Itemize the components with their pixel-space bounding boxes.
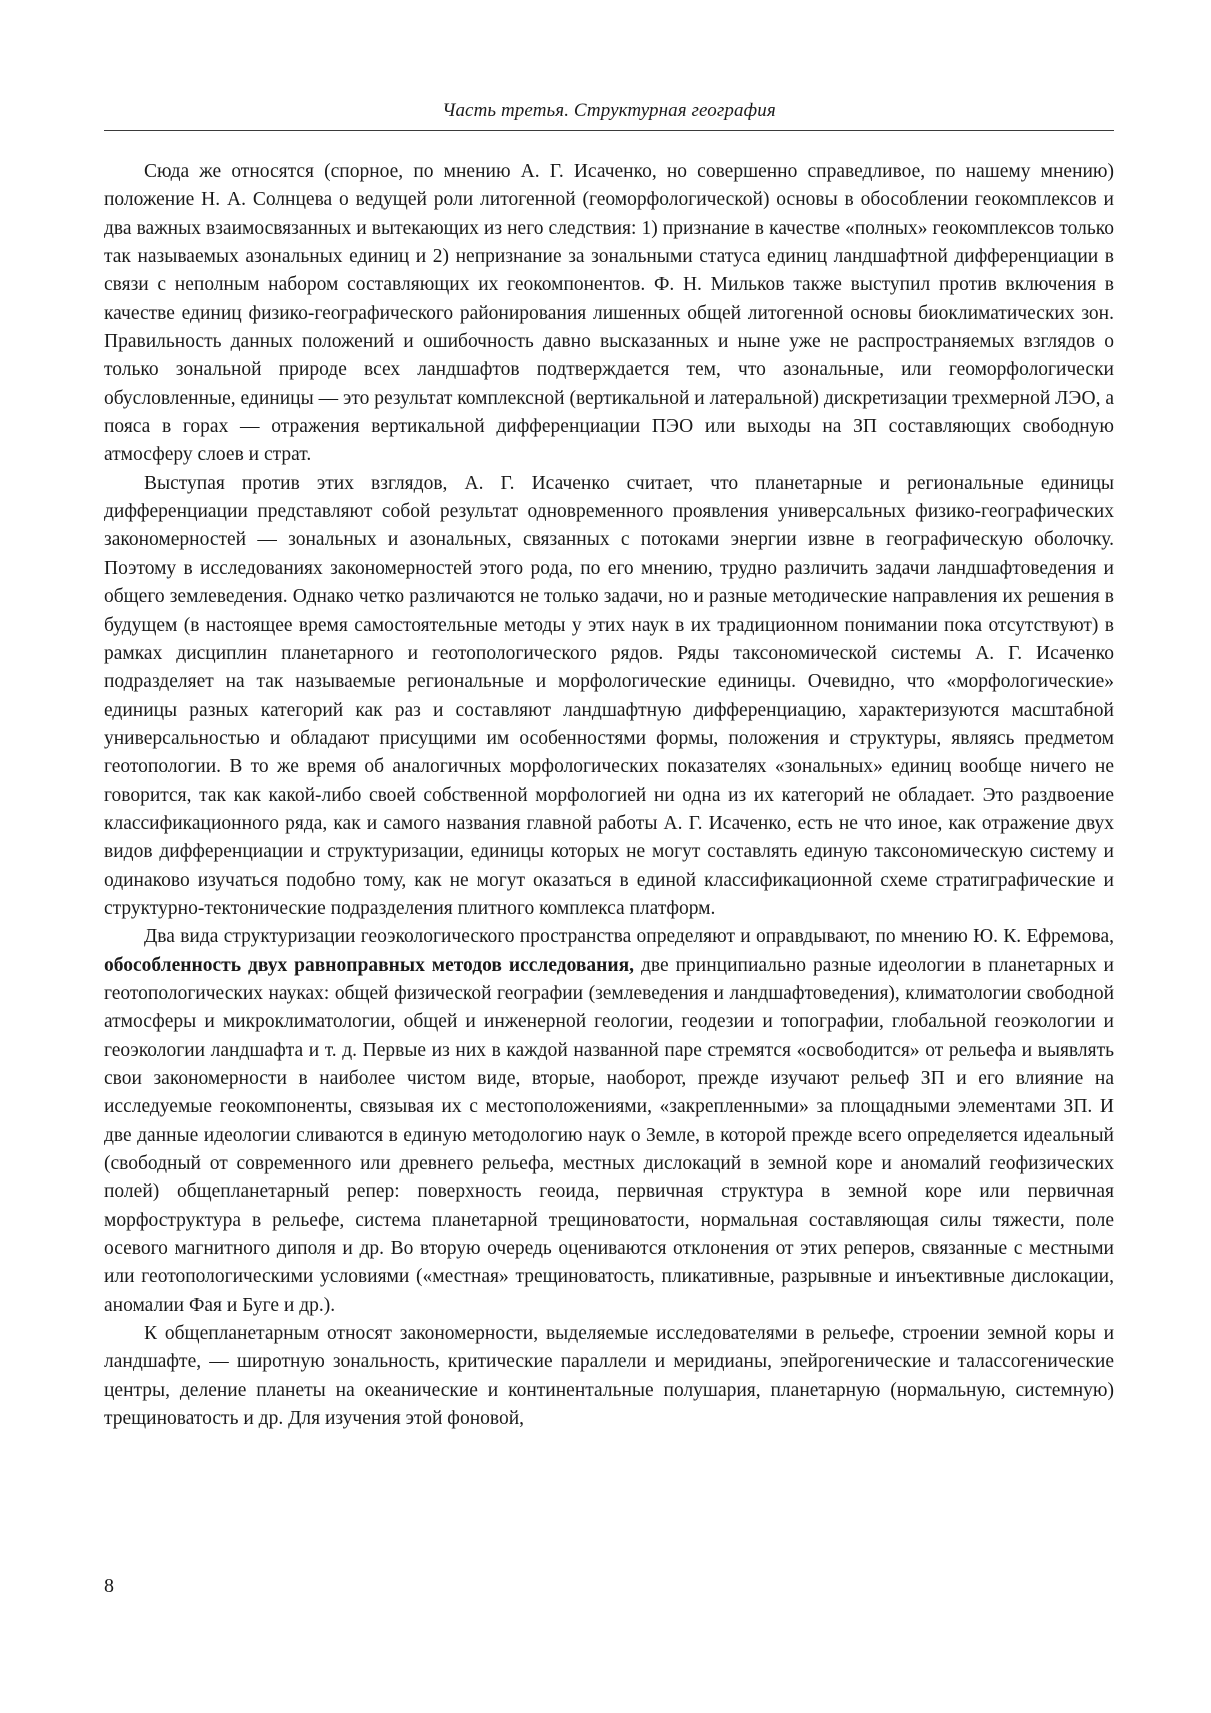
page-number: 8 xyxy=(104,1575,114,1597)
paragraph-3 xyxy=(104,923,1114,1320)
body-text xyxy=(104,158,1114,1433)
paragraph-3-end: две принципиально разные идеологии в планетарных и геотопологических науках: общей физической географии (землеведения и ландшафтоведения), климатологии свободной атмосферы и микроклиматологии, общей и инженерной геологии, геодезии и топографии, глобальной геоэкологии и геоэкологии ландшафта и т. д. Первые из них в каждой названной паре стремятся «освободится» от рельефа и выявлять свои закономерности в наиболее чистом виде, вторые, наоборот, прежде изучают рельеф ЗП и его влияние на исследуемые геокомпоненты, связывая их с местоположениями, «закрепленными» за площадными элементами ЗП. И две данные идеологии сливаются в единую методологию наук о Земле, в которой прежде всего определяется идеальный (свободный от современного или древнего рельефа, местных дислокаций в земной коре и аномалий геофизических полей) общепланетарный репер: поверхность геоида, первичная структура в земной коре или первичная морфоструктура в рельефе, система планетарной трещиноватости, нормальная составляющая силы тяжести, поле осевого магнитного диполя и др. Во вторую очередь оцениваются отклонения от этих реперов, связанные с местными или геотопологическими условиями («местная» трещиноватость, пликативные, разрывные и инъективные дислокации, аномалии Фая и Буге и др.). xyxy=(104,954,1114,1316)
paragraph-4: К общепланетарным относят закономерности, выделяемые исследователями в рельефе, строении земной коры и ландшафте, — широтную зональность, критические параллели и меридианы, эпейрогенические и талассогенические центры, деление планеты на океанические и континентальные полушария, планетарную (нормальную, системную) трещиноватость и др. Для изучения этой фоновой, xyxy=(104,1323,1114,1430)
paragraph-1: Сюда же относятся (спорное, по мнению А. Г. Исаченко, но совершенно справедливое, по нашему мнению) положение Н. А. Солнцева о ведущей роли литогенной (геоморфологической) основы в обособлении геокомплексов и два важных взаимосвязанных и вытекающих из него следствия: 1) признание в качестве «полных» геокомплексов только так называемых азональных единиц и 2) непризнание за зональными статуса единиц ландшафтной дифференциации в связи с неполным набором составляющих их геокомпонентов. Ф. Н. Мильков также выступил против включения в качестве единиц физико-географического районирования лишенных общей литогенной основы биоклиматических зон. Правильность данных положений и ошибочность давно высказанных и ныне уже не распространяемых взглядов о только зональной природе всех ландшафтов подтверждается тем, что азональные, или геоморфологически обусловленные, единицы — это результат комплексной (вертикальной и латеральной) дискретизации трехмерной ЛЭО, а пояса в горах — отражения вертикальной дифференциации ПЭО или выходы на ЗП составляющих свободную атмосферу слоев и страт. xyxy=(104,161,1114,466)
paragraph-2: Выступая против этих взглядов, А. Г. Исаченко считает, что планетарные и региональные единицы дифференциации представляют собой результат одновременного проявления универсальных физико-географических закономерностей — зональных и азональных, связанных с потоками энергии извне в географическую оболочку. Поэтому в исследованиях закономерностей этого рода, по его мнению, трудно различить задачи ландшафтоведения и общего землеведения. Однако четко различаются не только задачи, но и разные методические направления их решения в будущем (в настоящее время самостоятельные методы у этих наук в их традиционном понимании пока отсутствуют) в рамках дисциплин планетарного и геотопологического рядов. Ряды таксономической системы А. Г. Исаченко подразделяет на так называемые региональные и морфологические единицы. Очевидно, что «морфологические» единицы разных категорий как раз и составляют ландшафтную дифференциацию, характеризуются масштабной универсальностью и обладают присущими им особенностями формы, положения и структуры, являясь предметом геотопологии. В то же время об аналогичных морфологических показателях «зональных» единиц вообще ничего не говорится, так как какой-либо своей собственной морфологией ни одна из их категорий не обладает. Это раздвоение классификационного ряда, как и самого названия главной работы А. Г. Исаченко, есть не что иное, как отражение двух видов дифференциации и структуризации, единицы которых не могут составлять единую таксономическую систему и одинаково изучаться подобно тому, как не могут оказаться в единой классификационной схеме стратиграфические и структурно-тектонические подразделения плитного комплекса платформ. xyxy=(104,472,1114,919)
running-head xyxy=(104,92,1114,131)
running-head-title: Часть третья. Структурная география xyxy=(442,100,776,121)
paragraph-3-start: Два вида структуризации геоэкологического пространства определяют и оправдывают, по мнению Ю. К. Ефремова, xyxy=(144,926,1114,948)
paragraph-3-emphasis: обособленность двух равноправных методов исследования, xyxy=(104,954,635,976)
